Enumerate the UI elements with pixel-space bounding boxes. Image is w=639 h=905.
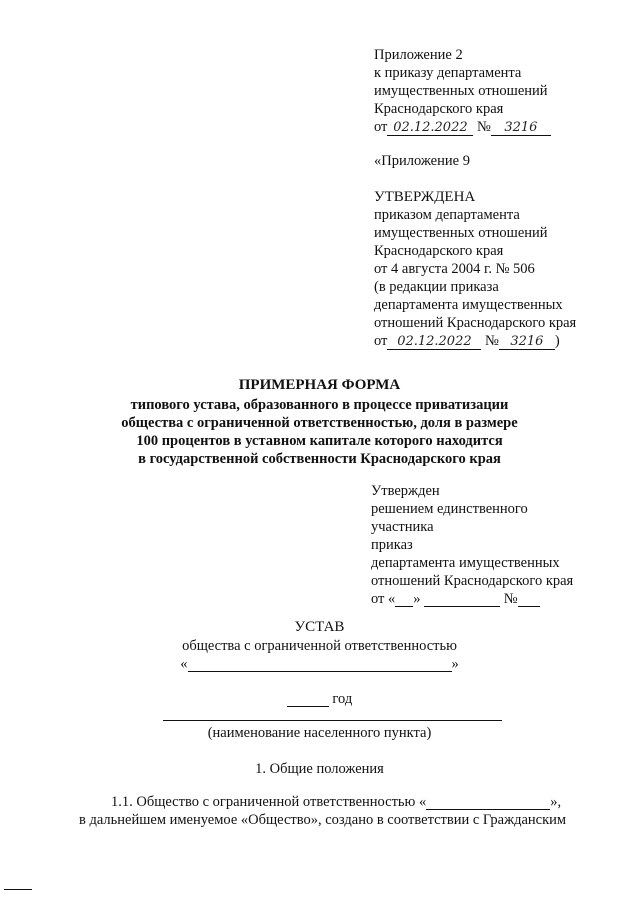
from-label: от <box>374 333 388 349</box>
handwritten-number: 3216 <box>499 335 555 350</box>
place-caption: (наименование населенного пункта) <box>207 725 432 741</box>
close-quote: » <box>451 656 459 672</box>
appendix-9-line: от 4 августа 2004 г. № 506 <box>374 261 535 277</box>
appendix-2-line: к приказу департамента <box>374 65 522 81</box>
paragraph-text: », <box>550 794 562 810</box>
month-blank <box>424 592 500 607</box>
company-name-line <box>0 655 639 673</box>
approved-line: Утвержден <box>371 483 440 499</box>
approved-block <box>371 482 573 608</box>
number-sign: № <box>477 119 491 135</box>
number-sign: № <box>503 591 518 607</box>
appendix-2-line: имущественных отношений <box>374 83 548 99</box>
appendix-9-line: (в редакции приказа <box>374 279 499 295</box>
form-subtitle-line: в государственной собственности Краснодарского края <box>138 451 501 467</box>
appendix-2-title: Приложение 2 <box>374 47 463 63</box>
appendix-9-line: имущественных отношений <box>374 225 548 241</box>
year-blank <box>287 692 329 707</box>
form-heading: ПРИМЕРНАЯ ФОРМА <box>238 377 401 393</box>
company-name-blank <box>426 795 550 810</box>
handwritten-number: 3216 <box>491 121 551 136</box>
company-name-blank <box>188 657 452 672</box>
from-label: от <box>374 119 388 135</box>
open-quote: « <box>180 656 188 672</box>
appendix-2-block <box>374 46 551 136</box>
footnote-separator <box>4 889 32 890</box>
appendix-2-line: Краснодарского края <box>374 101 504 117</box>
approved-line: департамента имущественных <box>371 555 560 571</box>
appendix-9-title: «Приложение 9 <box>374 153 470 169</box>
handwritten-date: 02.12.2022 <box>387 335 481 350</box>
appendix-9-block <box>374 188 576 350</box>
place-name-line <box>163 720 502 721</box>
appendix-9-line: департамента имущественных <box>374 297 563 313</box>
approved-line: приказ <box>371 537 413 553</box>
approved-line: отношений Краснодарского края <box>371 573 574 589</box>
approved-line: решением единственного <box>371 501 528 517</box>
handwritten-date: 02.12.2022 <box>387 121 473 136</box>
form-subtitle-line: 100 процентов в уставном капитале которого находится <box>136 433 503 449</box>
number-sign: № <box>485 333 499 349</box>
appendix-9-line: отношений Краснодарского края <box>374 315 577 331</box>
appendix-9-date-line <box>374 332 576 350</box>
year-label: год <box>332 691 353 707</box>
year-line <box>0 690 639 708</box>
appendix-9-line: приказом департамента <box>374 207 520 223</box>
charter-title: УСТАВ <box>294 619 345 635</box>
number-blank <box>518 592 540 607</box>
appendix-9-line: Краснодарского края <box>374 243 504 259</box>
paragraph-continuation: в дальнейшем именуемое «Общество», создано в соответствии с Гражданским <box>79 812 567 828</box>
close-quote: » <box>413 591 421 607</box>
form-subtitle-line: общества с ограниченной ответственностью, доля в размере <box>121 415 518 431</box>
approved-line: участника <box>371 519 434 535</box>
approved-date-line <box>371 590 573 608</box>
day-blank <box>395 592 413 607</box>
form-subtitle-line: типового устава, образованного в процессе приватизации <box>130 397 509 413</box>
paragraph-text: 1.1. Общество с ограниченной ответственностью « <box>111 794 427 810</box>
charter-subtitle: общества с ограниченной ответственностью <box>182 638 457 654</box>
closing-paren: ) <box>554 333 560 349</box>
section-heading: 1. Общие положения <box>255 761 384 777</box>
approved-label: УТВЕРЖДЕНА <box>374 189 476 205</box>
appendix-2-date-line <box>374 118 551 136</box>
paragraph-1-1 <box>111 793 561 811</box>
appendix-9-title-block <box>374 152 470 170</box>
from-label: от « <box>371 591 396 607</box>
